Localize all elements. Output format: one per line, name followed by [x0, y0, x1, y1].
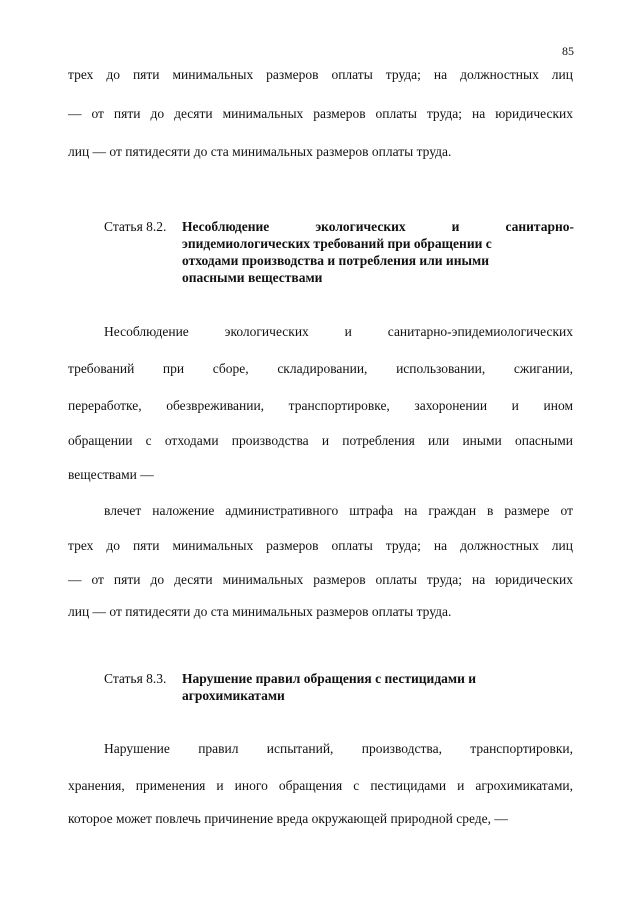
paragraph-line: Нарушение правил испытаний, производства, транспортировки,	[104, 741, 573, 756]
paragraph-line: лиц — от пятидесяти до ста минимальных размеров оплаты труда.	[68, 144, 452, 159]
article-title-line: опасными веществами	[182, 270, 323, 285]
paragraph-line: влечет наложение административного штрафа на граждан в размере от	[104, 503, 573, 518]
paragraph-line: требований при сборе, складировании, использовании, сжигании,	[68, 361, 573, 376]
article-title-line: агрохимикатами	[182, 688, 285, 703]
paragraph-line: лиц — от пятидесяти до ста минимальных размеров оплаты труда.	[68, 604, 452, 619]
paragraph-line: которое может повлечь причинение вреда окружающей природной среде, —	[68, 811, 508, 826]
article-prefix: Статья 8.2.	[104, 219, 167, 234]
article-title-line: Несоблюдение экологических и санитарно-	[182, 219, 574, 234]
article-title-line: эпидемиологических требований при обращении с	[182, 236, 492, 251]
paragraph-line: — от пяти до десяти минимальных размеров оплаты труда; на юридических	[68, 572, 573, 587]
page-number: 85	[562, 44, 574, 58]
paragraph-line: переработке, обезвреживании, транспортировке, захоронении и ином	[68, 398, 573, 413]
paragraph-line: — от пяти до десяти минимальных размеров оплаты труда; на юридических	[68, 106, 573, 121]
paragraph-line: трех до пяти минимальных размеров оплаты труда; на должностных лиц	[68, 67, 573, 82]
paragraph-line: трех до пяти минимальных размеров оплаты труда; на должностных лиц	[68, 538, 573, 553]
paragraph-line: веществами —	[68, 467, 154, 482]
article-title-line: отходами производства и потребления или иными	[182, 253, 489, 268]
paragraph-line: хранения, применения и иного обращения с пестицидами и агрохимикатами,	[68, 778, 573, 793]
article-prefix: Статья 8.3.	[104, 671, 167, 686]
paragraph-line: обращении с отходами производства и потребления или иными опасными	[68, 433, 573, 448]
paragraph-line: Несоблюдение экологических и санитарно-эпидемиологических	[104, 324, 573, 339]
article-title-line: Нарушение правил обращения с пестицидами и	[182, 671, 477, 686]
